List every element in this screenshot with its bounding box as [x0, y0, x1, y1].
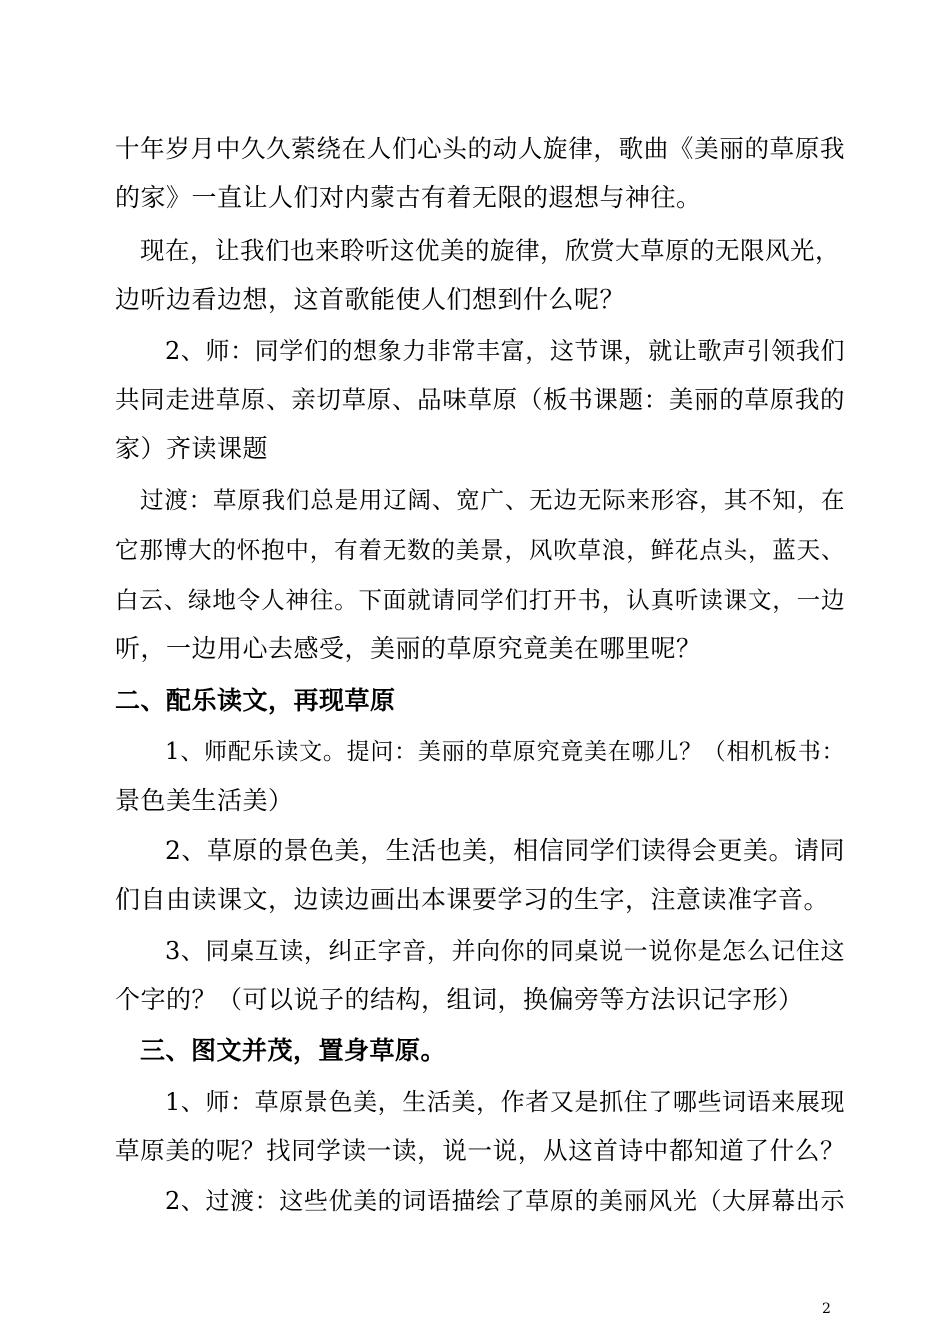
body-line: 2、过渡：这些优美的词语描绘了草原的美丽风光（大屏幕出示 [165, 1187, 845, 1215]
section-heading: 二、配乐读文，再现草原 [115, 686, 396, 715]
body-line: 草原美的呢？找同学读一读，说一说，从这首诗中都知道了什么？ [115, 1136, 845, 1165]
body-line: 共同走进草原、亲切草原、品味草原（板书课题：美丽的草原我的 [115, 385, 845, 414]
body-line: 1、师：草原景色美，生活美，作者又是抓住了哪些词语来展现 [165, 1088, 845, 1116]
body-line: 2、草原的景色美，生活也美，相信同学们读得会更美。请同 [165, 836, 845, 865]
body-line: 的家》一直让人们对内蒙古有着无限的遐想与神往。 [115, 183, 702, 212]
body-line: 过渡：草原我们总是用辽阔、宽广、无边无际来形容，其不知，在 [140, 486, 845, 514]
body-line: 3、同桌互读，纠正字音，并向你的同桌说一说你是怎么记住这 [165, 937, 845, 965]
page-number: 2 [822, 1301, 831, 1317]
body-line: 景色美生活美） [115, 786, 294, 815]
body-line: 们自由读课文，边读边画出本课要学习的生字，注意读准字音。 [115, 885, 830, 914]
body-line: 听，一边用心去感受，美丽的草原究竟美在哪里呢？ [115, 634, 702, 663]
body-line: 家）齐读课题 [115, 434, 269, 463]
body-line: 现在，让我们也来聆听这优美的旋律，欣赏大草原的无限风光， [140, 236, 840, 265]
body-line: 1、师配乐读文。提问：美丽的草原究竟美在哪儿？（相机板书： [165, 739, 845, 765]
section-heading: 三、图文并茂，置身草原。 [140, 1036, 447, 1065]
body-line: 十年岁月中久久萦绕在人们心头的动人旋律，歌曲《美丽的草原我 [115, 134, 845, 163]
body-line: 个字的？（可以说子的结构，组词，换偏旁等方法识记字形） [115, 985, 804, 1014]
body-line: 它那博大的怀抱中，有着无数的美景，风吹草浪，鲜花点头，蓝天、 [115, 536, 845, 564]
body-line: 2、师：同学们的想象力非常丰富，这节课，就让歌声引领我们 [165, 337, 845, 365]
body-line: 边听边看边想，这首歌能使人们想到什么呢？ [115, 285, 626, 314]
body-line: 白云、绿地令人神往。下面就请同学们打开书，认真听读课文，一边 [115, 586, 845, 614]
